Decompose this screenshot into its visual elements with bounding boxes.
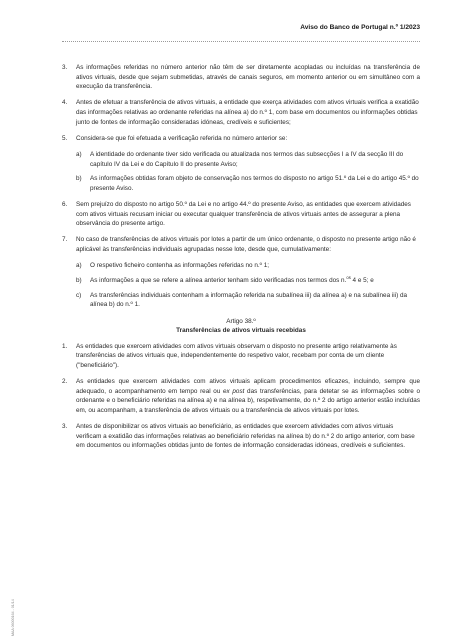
item-letter: a) — [76, 262, 82, 270]
item-text: O respetivo ficheiro contenha as informações referidas no n.º 1; — [90, 262, 269, 270]
paragraph-6 — [62, 200, 420, 229]
header-divider — [62, 41, 420, 42]
item-text: As informações obtidas foram objeto de conservação nos termos do disposto no artigo 51.º da Lei e do artigo 45.º do presente Aviso. — [90, 175, 419, 192]
side-reference-mark: MAA 06000164 - 01/14 — [11, 599, 15, 636]
item-text: Antes de disponibilizar os ativos virtuais ao beneficiário, as entidades que exercem atividades com ativos virtuais verificam a exatidão das informações relativas ao beneficiário referidas na alínea b) do n.º 2 do artigo anterior, com base em documentos ou informações obtidas junto de fontes de informação consideradas idóneas, credíveis e suficientes. — [76, 423, 415, 450]
paragraph-3 — [62, 63, 420, 92]
item-text: Antes de efetuar a transferência de ativos virtuais, a entidade que exerça atividades com ativos virtuais verifica a exatidão das informações relativas ao ordenante referidas na alínea a) do n.º 1, com base em documentos ou informações obtidas junto de fontes de informação consideradas idóneas, credíveis e suficientes; — [76, 99, 419, 126]
item-number: 3. — [62, 423, 68, 431]
item-text: As informações a que se refere a alínea anterior tenham sido verificadas nos termos dos n. — [90, 277, 347, 285]
article-title: Transferências de ativos virtuais recebidas — [176, 327, 306, 335]
item-number: 1. — [62, 342, 68, 350]
item-number: 6. — [62, 201, 68, 209]
item-text: Considera-se que foi efetuada a verificação referida no número anterior se: — [76, 134, 288, 142]
item-number: 5. — [62, 134, 68, 142]
subparagraph-7a — [62, 261, 420, 271]
item-text-continued: das transferências, para detetar se as informações sobre o ordenante e o beneficiário referidas na alínea a) e na alínea b), respetivamente, do n.º 2 do artigo anterior estão incluídas em, ou acompanham, a transferência de ativos virtuais ou a transferência de ativos virtuais por lotes. — [76, 387, 420, 414]
item-letter: b) — [76, 175, 82, 183]
item-text-continued: 4 e 5; e — [350, 277, 374, 285]
item-number: 3. — [62, 64, 68, 71]
superscript: os — [346, 274, 351, 280]
paragraph-4 — [62, 98, 420, 127]
item-letter: c) — [76, 291, 82, 299]
paragraph-5 — [62, 134, 420, 144]
italic-term: ex post — [223, 387, 245, 395]
item-number: 7. — [62, 236, 68, 244]
item-text: As transferências individuais contenham a informação referida na subalínea iii) da alínea a) e na subalínea iii) da alínea b) do n.º 1. — [90, 291, 408, 309]
paragraph-7 — [62, 235, 420, 254]
item-text: Sem prejuízo do disposto no artigo 50.º da Lei e no artigo 44.º do presente Aviso, as entidades que exercem atividades com ativos virtuais recusam iniciar ou executar qualquer transferência de ativos virtuais antes de assegurar a plena observância do presente artigo. — [76, 201, 411, 228]
item-text: As entidades que exercem atividades com ativos virtuais observam o disposto no presente artigo relativamente às transferências de ativos virtuais que, independentemente do respetivo valor, recebam por conta de um cliente ("beneficiário"). — [76, 342, 397, 369]
document-body — [62, 63, 420, 458]
subparagraph-7b — [62, 276, 420, 286]
article-paragraph-3 — [62, 422, 420, 451]
item-text: As informações referidas no número anterior não têm de ser diretamente acopladas ou incluídas na transferência de ativos virtuais, desde que sejam submetidas, através de canais seguros, em momento anterior ou em simultâneo com a execução da transferência. — [76, 64, 420, 91]
item-letter: a) — [76, 150, 82, 158]
subparagraph-5b — [62, 174, 420, 193]
subparagraph-5a — [62, 150, 420, 169]
document-header: Aviso do Banco de Portugal n.º 1/2023 — [300, 24, 420, 31]
item-text: As entidades que exercem atividades com ativos virtuais aplicam procedimentos eficazes, incluindo, sempre que adequado, o acompanhamento em tempo real ou — [76, 378, 420, 395]
item-number: 4. — [62, 99, 68, 107]
article-number: Artigo 38.º — [226, 317, 256, 325]
item-letter: b) — [76, 277, 82, 285]
item-number: 2. — [62, 378, 68, 386]
item-text: No caso de transferências de ativos virtuais por lotes a partir de um único ordenante, o disposto no presente artigo não é aplicável às transferências individuais agrupadas nesse lote, desde que, cumulativamente: — [76, 236, 416, 254]
article-paragraph-2 — [62, 377, 420, 415]
article-paragraph-1 — [62, 342, 420, 371]
subparagraph-7c — [62, 291, 420, 310]
item-text: A identidade do ordenante tiver sido verificada ou atualizada nos termos das subsecções I a IV da secção III do capítulo IV da Lei e do Capítulo II do presente Aviso; — [90, 150, 404, 168]
